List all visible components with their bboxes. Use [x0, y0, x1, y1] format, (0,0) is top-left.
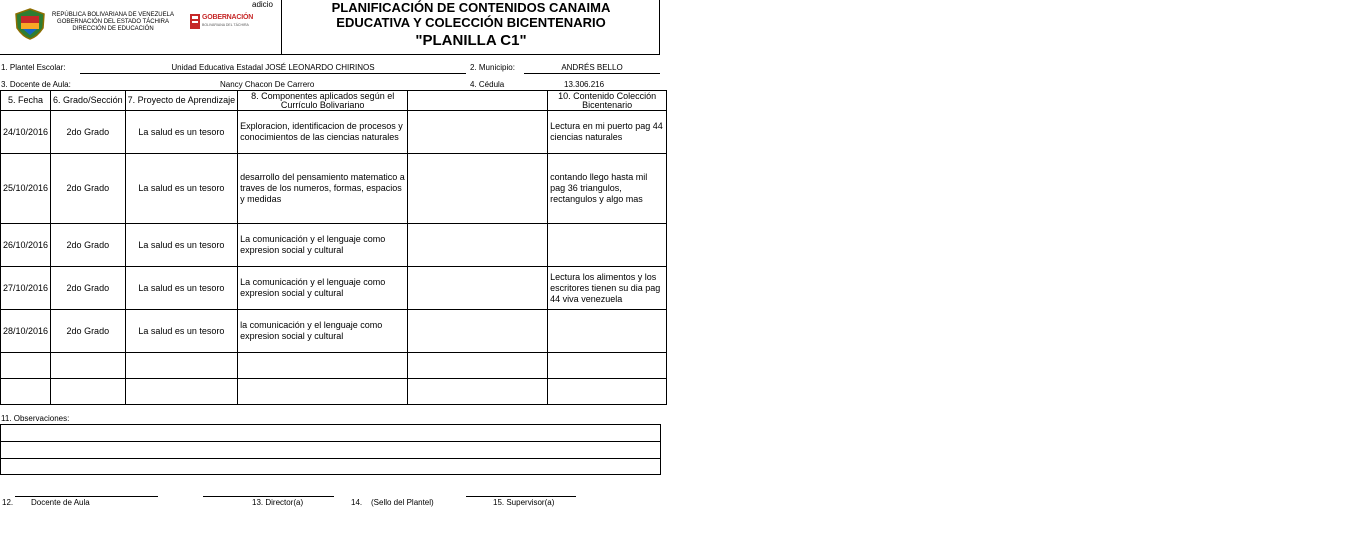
table-row [1, 154, 667, 224]
cell-fecha: 25/10/2016 [1, 154, 51, 224]
cell-fecha [1, 379, 51, 405]
signature-director: 13. Director(a) [252, 498, 304, 507]
page-subtitle: "PLANILLA C1" [415, 32, 527, 49]
cell-componentes [238, 379, 408, 405]
state-seal-icon [13, 8, 47, 40]
signature-line-supervisor [466, 496, 576, 497]
cell-componentes: La comunicación y el lenguaje como expresion social y cultural [238, 267, 408, 310]
cell-col9 [408, 267, 548, 310]
cell-fecha: 28/10/2016 [1, 310, 51, 353]
plantel-label: 1. Plantel Escolar: [1, 63, 66, 72]
header-col9 [408, 91, 548, 111]
cell-componentes: desarrollo del pensamiento matematico a traves de los numeros, formas, espacios y medidas [238, 154, 408, 224]
table-row [1, 353, 667, 379]
cell-col9 [408, 379, 548, 405]
gov-text [48, 12, 178, 33]
cell-componentes: la comunicación y el lenguaje como expresion social y cultural [238, 310, 408, 353]
docente-value: Nancy Chacon De Carrero [220, 80, 315, 89]
cell-componentes: Exploracion, identificacion de procesos y conocimientos de las ciencias naturales [238, 111, 408, 154]
cell-componentes [238, 353, 408, 379]
cell-proyecto [125, 353, 238, 379]
cell-proyecto: La salud es un tesoro [125, 267, 238, 310]
page-title [282, 0, 660, 50]
cell-grado: 2do Grado [51, 154, 126, 224]
cell-contenido: Lectura los alimentos y los escritores tienen su dia pag 44 viva venezuela [548, 267, 667, 310]
signature-supervisor: 15. Supervisor(a) [493, 498, 555, 507]
table-row [1, 310, 667, 353]
cell-proyecto: La salud es un tesoro [125, 111, 238, 154]
cell-contenido [548, 310, 667, 353]
header-grado: 6. Grado/Sección [51, 91, 126, 111]
signature-num-12: 12. [2, 498, 14, 507]
signature-sello: (Sello del Plantel) [371, 498, 434, 507]
cell-contenido: contando llego hasta mil pag 36 triangulos, rectangulos y algo mas [548, 154, 667, 224]
observaciones-line-2 [0, 458, 660, 459]
cell-grado: 2do Grado [51, 111, 126, 154]
cell-contenido [548, 353, 667, 379]
header-proyecto: 7. Proyecto de Aprendizaje [125, 91, 238, 111]
cell-fecha: 26/10/2016 [1, 224, 51, 267]
observaciones-line-1 [0, 441, 660, 442]
cell-fecha [1, 353, 51, 379]
cell-proyecto: La salud es un tesoro [125, 154, 238, 224]
title-line-2: EDUCATIVA Y COLECCIÓN BICENTENARIO [336, 15, 606, 30]
signature-line-director [203, 496, 334, 497]
table-row [1, 267, 667, 310]
cell-contenido: Lectura en mi puerto pag 44 ciencias naturales [548, 111, 667, 154]
gobernacion-logo [190, 13, 254, 31]
cedula-value: 13.306.216 [564, 80, 605, 89]
logo-text: GOBERNACIÓN [202, 14, 254, 21]
header-contenido: 10. Contenido Colección Bicentenario [548, 91, 667, 111]
gov-line-2: GOBERNACIÓN DEL ESTADO TÁCHIRA [57, 19, 169, 25]
cell-grado: 2do Grado [51, 310, 126, 353]
cell-col9 [408, 224, 548, 267]
cedula-label: 4. Cédula [470, 80, 505, 89]
plantel-underline [80, 73, 466, 74]
cell-col9 [408, 310, 548, 353]
logo-subtext: BOLIVARIANA DEL TÁCHIRA [202, 23, 249, 27]
cell-contenido [548, 379, 667, 405]
header-componentes: 8. Componentes aplicados según el Currículo Bolivariano [238, 91, 408, 111]
signature-line-docente [15, 496, 158, 497]
cell-grado [51, 379, 126, 405]
cell-proyecto: La salud es un tesoro [125, 224, 238, 267]
cell-grado [51, 353, 126, 379]
municipio-value: ANDRÉS BELLO [561, 63, 623, 72]
signature-num-14: 14. [351, 498, 363, 507]
title-line-1: PLANIFICACIÓN DE CONTENIDOS CANAIMA [331, 0, 611, 15]
cell-col9 [408, 353, 548, 379]
gov-line-3: DIRECCIÓN DE EDUCACIÓN [72, 26, 154, 32]
signature-docente: Docente de Aula [31, 498, 90, 507]
cell-col9 [408, 154, 548, 224]
municipio-label: 2. Municipio: [470, 63, 515, 72]
cell-grado: 2do Grado [51, 224, 126, 267]
corner-text: adicio [252, 0, 273, 9]
table-row [1, 224, 667, 267]
cell-contenido [548, 224, 667, 267]
cell-grado: 2do Grado [51, 267, 126, 310]
cell-fecha: 24/10/2016 [1, 111, 51, 154]
cell-proyecto: La salud es un tesoro [125, 310, 238, 353]
municipio-underline [524, 73, 660, 74]
header-fecha: 5. Fecha [1, 91, 51, 111]
observaciones-label: 11. Observaciones: [1, 414, 70, 423]
cell-fecha: 27/10/2016 [1, 267, 51, 310]
table-row [1, 111, 667, 154]
table-row [1, 379, 667, 405]
docente-label: 3. Docente de Aula: [1, 80, 71, 89]
cell-col9 [408, 111, 548, 154]
gobernacion-logo-icon [190, 14, 200, 29]
cell-proyecto [125, 379, 238, 405]
gov-line-1: REPÚBLICA BOLIVARIANA DE VENEZUELA [52, 12, 174, 18]
planning-table [0, 90, 667, 405]
plantel-value: Unidad Educativa Estadal JOSÉ LEONARDO CHIRINOS [171, 63, 375, 72]
observaciones-box [0, 424, 661, 475]
cell-componentes: La comunicación y el lenguaje como expresion social y cultural [238, 224, 408, 267]
